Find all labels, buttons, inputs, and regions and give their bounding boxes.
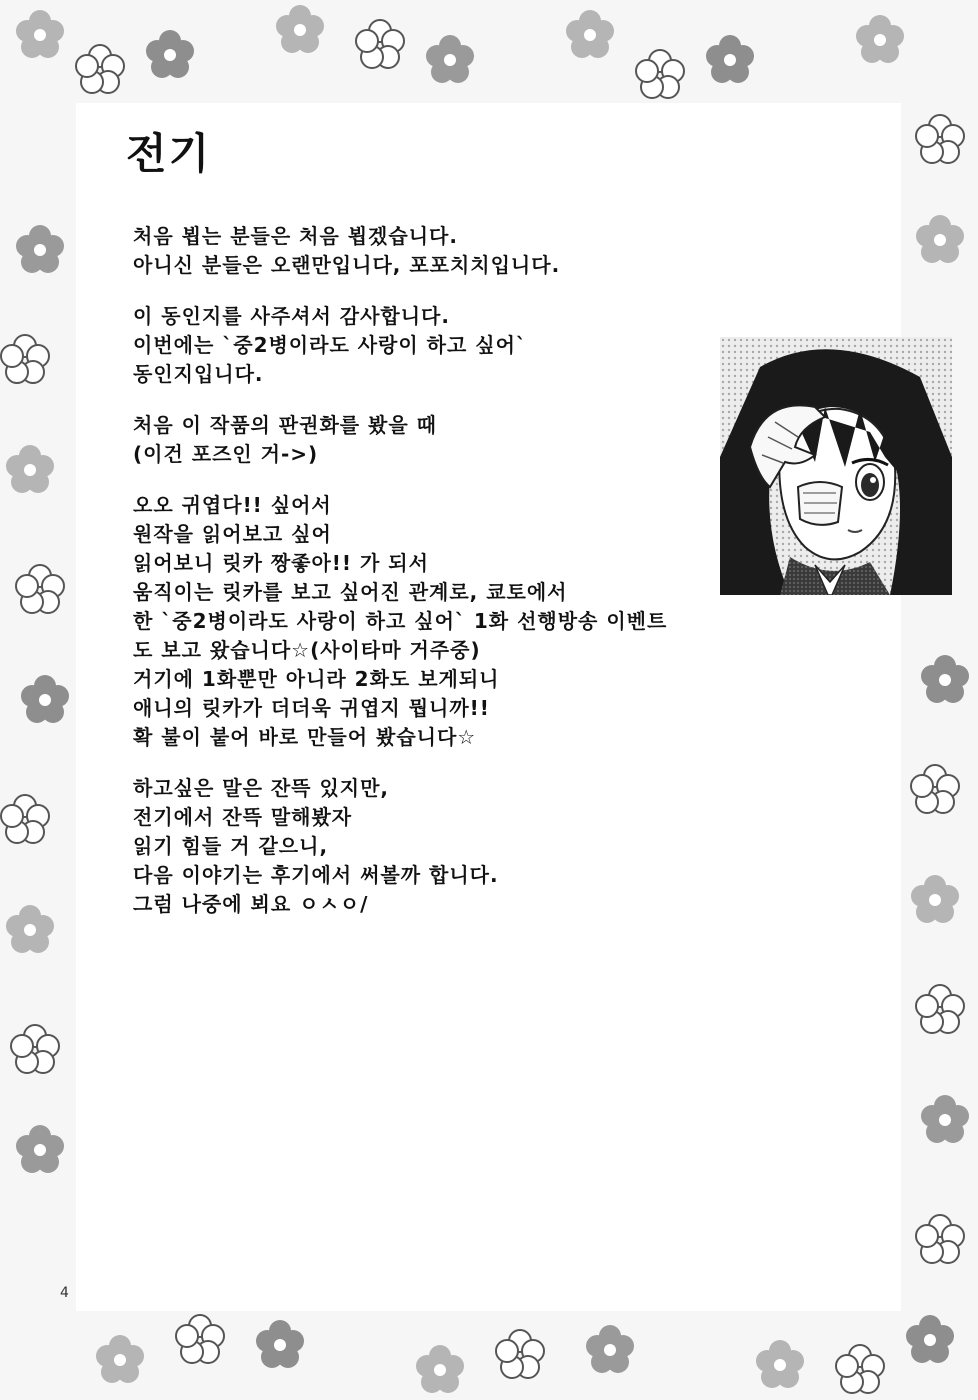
text-line: 도 보고 왔습니다☆(사이타마 거주중) (133, 638, 481, 662)
paragraph-greeting (133, 222, 833, 280)
text-line: 원작을 읽어보고 싶어 (133, 522, 332, 546)
page-number: 4 (60, 1285, 69, 1301)
text-line: 이번에는 `중2병이라도 사랑이 하고 싶어` (133, 333, 527, 357)
text-line: 거기에 1화뿐만 아니라 2화도 보게되니 (133, 667, 500, 691)
text-line: 전기에서 잔뜩 말해봤자 (133, 805, 353, 829)
text-line: 읽어보니 릿카 짱좋아!! 가 되서 (133, 551, 429, 575)
text-line: 확 불이 붙어 바로 만들어 봤습니다☆ (133, 725, 477, 749)
text-line: 읽기 힘들 거 같으니, (133, 834, 329, 858)
text-line: 움직이는 릿카를 보고 싶어진 관계로, 쿄토에서 (133, 580, 568, 604)
text-line: 동인지입니다. (133, 362, 264, 386)
character-illustration-icon (720, 337, 952, 595)
text-line: 처음 이 작품의 판권화를 봤을 때 (133, 413, 437, 437)
text-line: (이건 포즈인 거->) (133, 442, 319, 466)
text-line: 다음 이야기는 후기에서 써볼까 합니다. (133, 863, 499, 887)
text-line: 한 `중2병이라도 사랑이 하고 싶어` 1화 선행방송 이벤트 (133, 609, 668, 633)
text-line: 하고싶은 말은 잔뜩 있지만, (133, 776, 390, 800)
text-line: 이 동인지를 사주셔서 감사합니다. (133, 304, 450, 328)
page-title: 전기 (126, 129, 212, 178)
text-line: 오오 귀엽다!! 싶어서 (133, 493, 332, 517)
text-line: 아니신 분들은 오랜만입니다, 포포치치입니다. (133, 253, 561, 277)
paragraph-closing (133, 774, 833, 919)
character-illustration (720, 337, 952, 595)
text-line: 처음 뵙는 분들은 처음 뵙겠습니다. (133, 224, 458, 248)
text-line: 그럼 나중에 뵈요 ㅇㅅㅇ/ (133, 892, 369, 916)
text-line: 애니의 릿카가 더더욱 귀엽지 뭡니까!! (133, 696, 490, 720)
